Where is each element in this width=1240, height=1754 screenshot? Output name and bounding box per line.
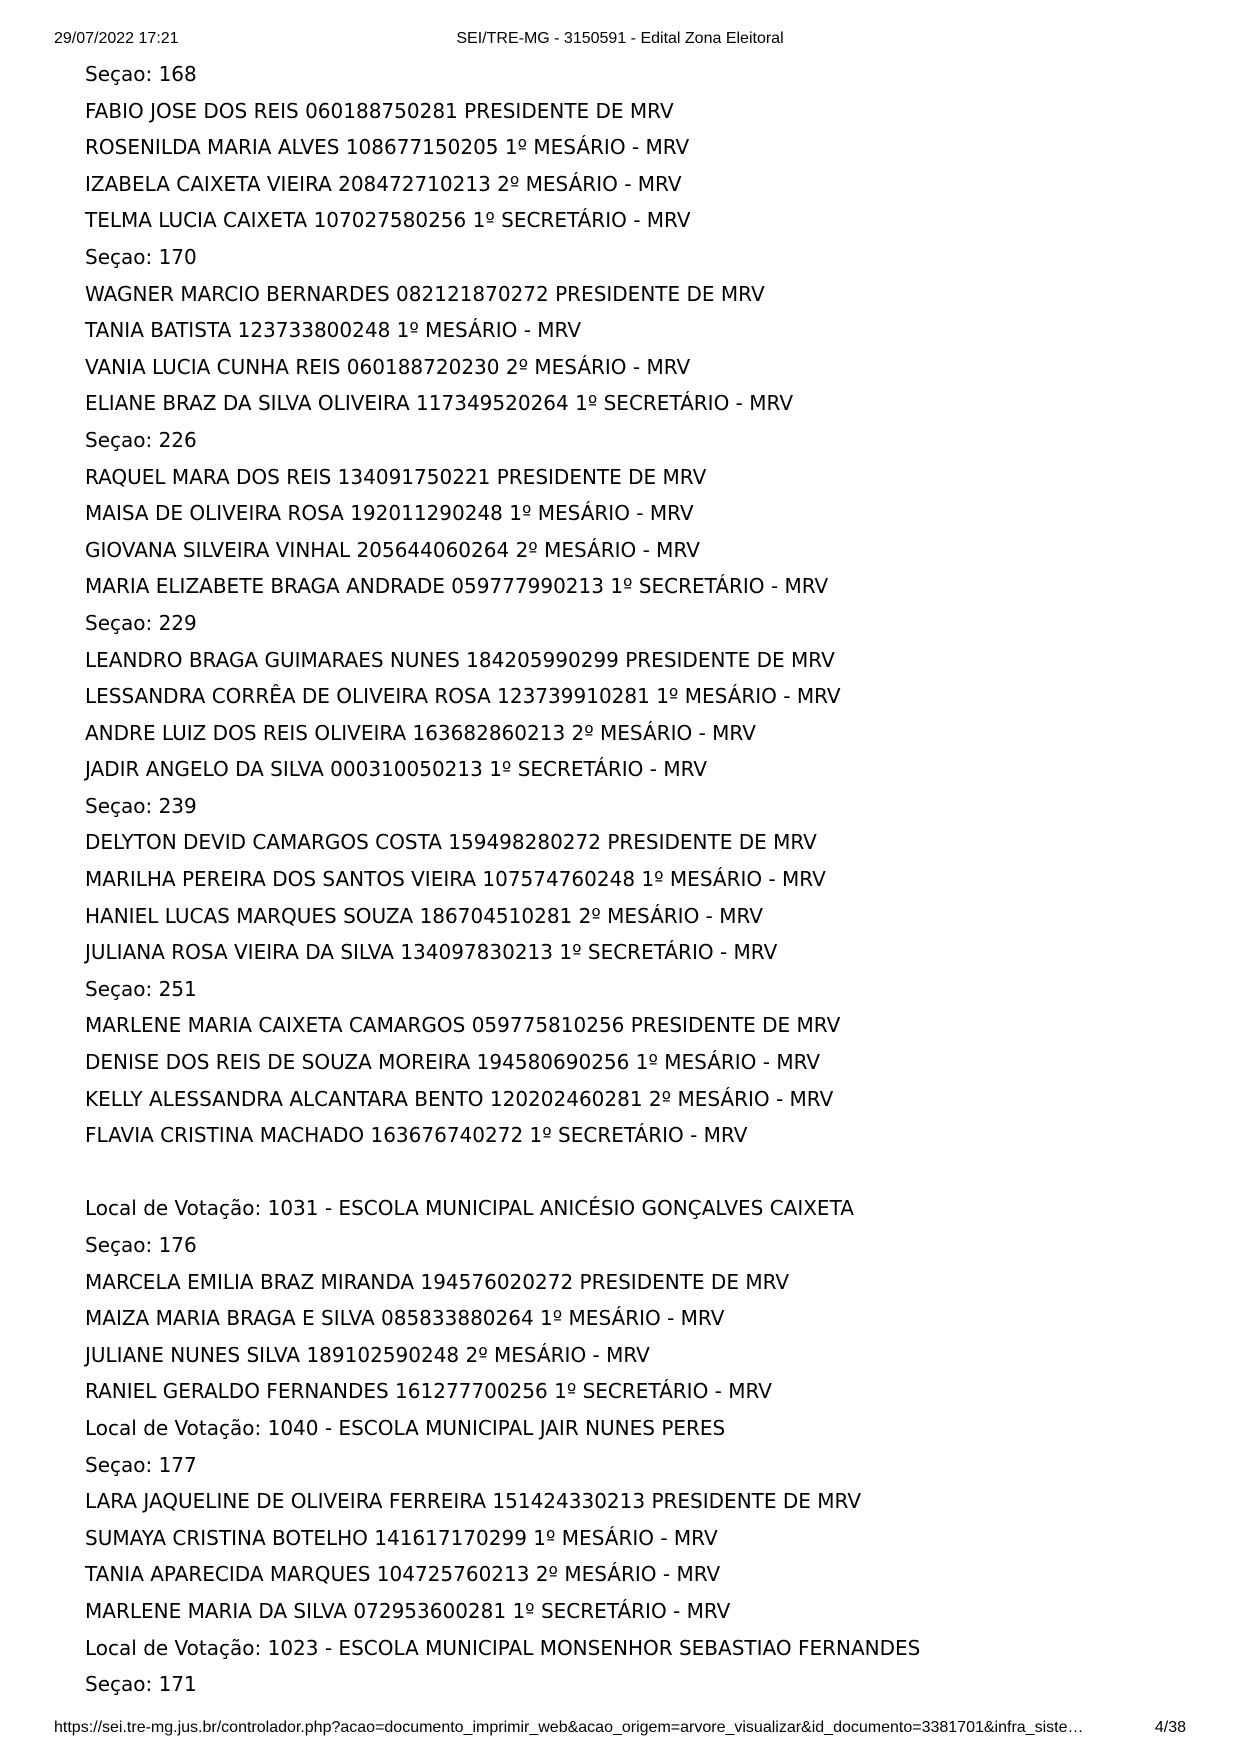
poll-worker-entry: WAGNER MARCIO BERNARDES 082121870272 PRESIDENTE DE MRV [85,281,765,306]
print-datetime: 29/07/2022 17:21 [54,30,179,47]
poll-worker-entry: TANIA BATISTA 123733800248 1º MESÁRIO - MRV [85,318,582,343]
section-heading: Seçao: 170 [85,244,197,269]
poll-worker-entry: DELYTON DEVID CAMARGOS COSTA 159498280272 PRESIDENTE DE MRV [85,830,817,855]
voting-location-heading: Local de Votação: 1023 - ESCOLA MUNICIPAL MONSENHOR SEBASTIAO FERNANDES [85,1635,921,1660]
poll-worker-entry: DENISE DOS REIS DE SOUZA MOREIRA 194580690256 1º MESÁRIO - MRV [85,1050,821,1075]
poll-worker-entry: VANIA LUCIA CUNHA REIS 060188720230 2º MESÁRIO - MRV [85,354,691,379]
section-heading: Seçao: 168 [85,62,197,86]
poll-worker-entry: MARLENE MARIA DA SILVA 072953600281 1º SECRETÁRIO - MRV [85,1598,731,1623]
section-heading: Seçao: 177 [85,1452,197,1477]
poll-worker-entry: MARCELA EMILIA BRAZ MIRANDA 194576020272 PRESIDENTE DE MRV [85,1269,790,1294]
section-heading: Seçao: 239 [85,793,197,818]
poll-worker-entry: JULIANE NUNES SILVA 189102590248 2º MESÁRIO - MRV [85,1342,650,1367]
poll-worker-entry: GIOVANA SILVEIRA VINHAL 205644060264 2º MESÁRIO - MRV [85,537,700,562]
poll-worker-entry: LARA JAQUELINE DE OLIVEIRA FERREIRA 151424330213 PRESIDENTE DE MRV [85,1489,861,1514]
poll-worker-entry: RAQUEL MARA DOS REIS 134091750221 PRESIDENTE DE MRV [85,464,707,489]
poll-worker-entry: TANIA APARECIDA MARQUES 104725760213 2º MESÁRIO - MRV [85,1562,721,1587]
poll-worker-entry: LESSANDRA CORRÊA DE OLIVEIRA ROSA 123739910281 1º MESÁRIO - MRV [85,684,841,709]
voting-location-heading: Local de Votação: 1040 - ESCOLA MUNICIPAL JAIR NUNES PERES [85,1415,726,1440]
voting-location-heading: Local de Votação: 1031 - ESCOLA MUNICIPAL ANICÉSIO GONÇALVES CAIXETA [85,1196,854,1221]
poll-worker-entry: JULIANA ROSA VIEIRA DA SILVA 134097830213 1º SECRETÁRIO - MRV [85,940,778,965]
poll-worker-entry: RANIEL GERALDO FERNANDES 161277700256 1º SECRETÁRIO - MRV [85,1379,772,1404]
section-heading: Seçao: 171 [85,1672,197,1697]
poll-worker-entry: IZABELA CAIXETA VIEIRA 208472710213 2º MESÁRIO - MRV [85,171,682,196]
document-body [85,56,1205,1703]
poll-worker-entry: ELIANE BRAZ DA SILVA OLIVEIRA 117349520264 1º SECRETÁRIO - MRV [85,391,793,416]
section-heading: Seçao: 229 [85,610,197,635]
poll-worker-entry: MAISA DE OLIVEIRA ROSA 192011290248 1º MESÁRIO - MRV [85,501,694,526]
poll-worker-entry: ROSENILDA MARIA ALVES 108677150205 1º MESÁRIO - MRV [85,135,690,160]
poll-worker-entry: SUMAYA CRISTINA BOTELHO 141617170299 1º MESÁRIO - MRV [85,1525,718,1550]
poll-worker-entry: MARLENE MARIA CAIXETA CAMARGOS 059775810256 PRESIDENTE DE MRV [85,1013,841,1038]
poll-worker-entry: HANIEL LUCAS MARQUES SOUZA 186704510281 2º MESÁRIO - MRV [85,903,763,928]
section-heading: Seçao: 176 [85,1233,197,1257]
poll-worker-entry: MAIZA MARIA BRAGA E SILVA 085833880264 1º MESÁRIO - MRV [85,1306,725,1331]
poll-worker-entry: MARILHA PEREIRA DOS SANTOS VIEIRA 107574760248 1º MESÁRIO - MRV [85,867,826,892]
print-footer [0,1719,1240,1743]
print-header [0,30,1240,54]
poll-worker-entry: LEANDRO BRAGA GUIMARAES NUNES 184205990299 PRESIDENTE DE MRV [85,647,835,672]
poll-worker-entry: FABIO JOSE DOS REIS 060188750281 PRESIDENTE DE MRV [85,98,674,123]
poll-worker-entry: KELLY ALESSANDRA ALCANTARA BENTO 120202460281 2º MESÁRIO - MRV [85,1086,834,1111]
blank-line [85,1154,1205,1191]
document-title: SEI/TRE-MG - 3150591 - Edital Zona Eleitoral [456,30,784,47]
document-url: https://sei.tre-mg.jus.br/controlador.php?acao=documento_imprimir_web&acao_origem=arvore_visualizar&id_documento=3381701&infra_siste… [54,1719,1084,1736]
section-heading: Seçao: 226 [85,427,197,452]
poll-worker-entry: ANDRE LUIZ DOS REIS OLIVEIRA 163682860213 2º MESÁRIO - MRV [85,720,756,745]
poll-worker-entry: TELMA LUCIA CAIXETA 107027580256 1º SECRETÁRIO - MRV [85,208,691,233]
poll-worker-entry: MARIA ELIZABETE BRAGA ANDRADE 059777990213 1º SECRETÁRIO - MRV [85,574,829,599]
poll-worker-entry: JADIR ANGELO DA SILVA 000310050213 1º SECRETÁRIO - MRV [85,757,708,782]
page-number: 4/38 [1154,1719,1186,1736]
poll-worker-entry: FLAVIA CRISTINA MACHADO 163676740272 1º SECRETÁRIO - MRV [85,1123,748,1148]
section-heading: Seçao: 251 [85,976,197,1001]
